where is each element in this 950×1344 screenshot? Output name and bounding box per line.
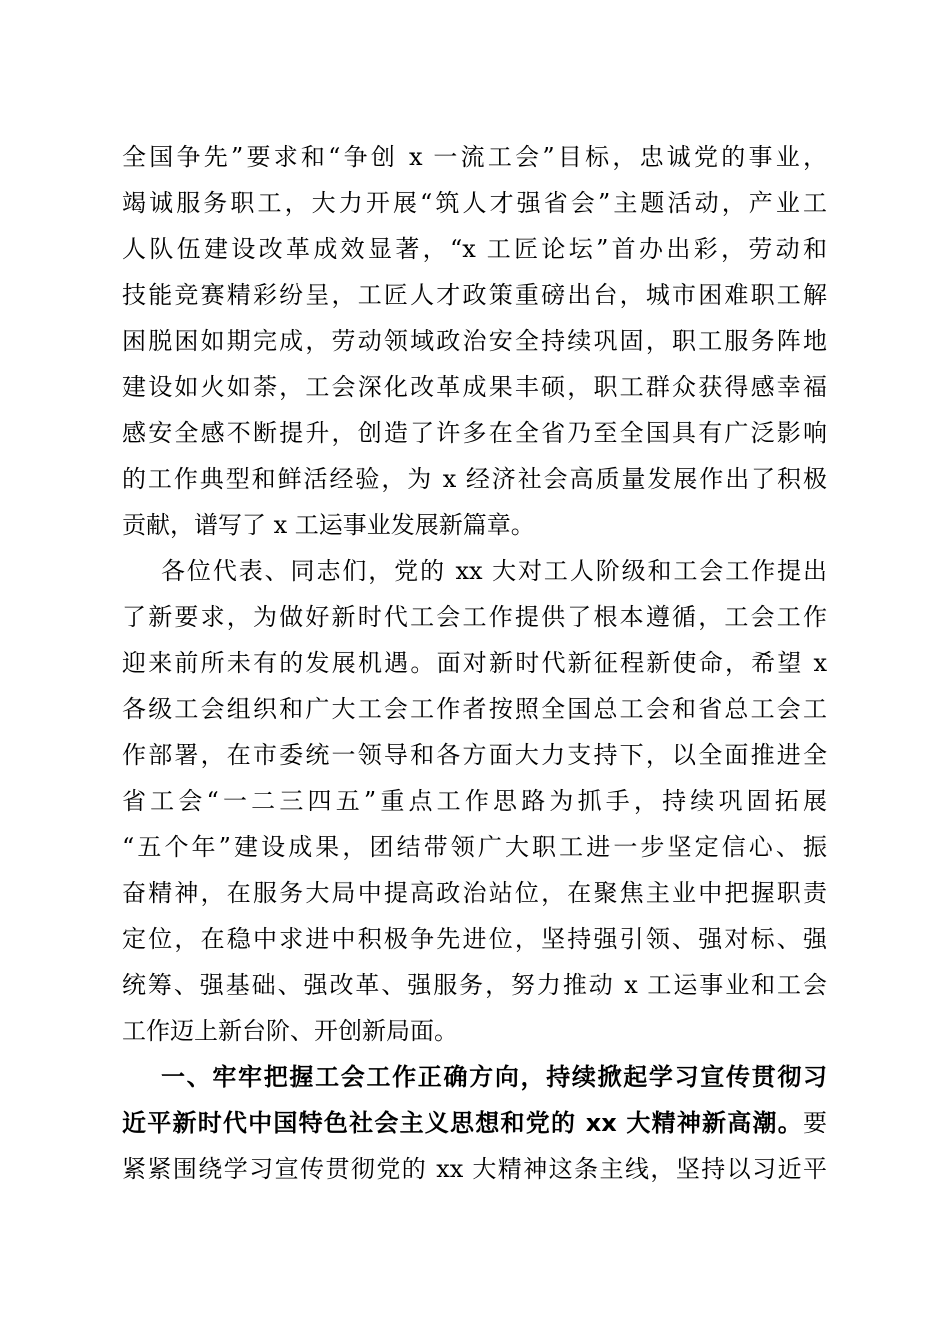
paragraph-2-line-7: “五个年”建设成果，团结带领广大职工进一步坚定信心、振 bbox=[122, 833, 827, 861]
paragraph-1-line-9: 贡献，谱写了 x 工运事业发展新篇章。 bbox=[122, 511, 535, 539]
paragraph-1-line-3: 人队伍建设改革成效显著，“x 工匠论坛”首办出彩，劳动和 bbox=[122, 235, 827, 263]
paragraph-2-line-5: 作部署，在市委统一领导和各方面大力支持下，以全面推进全 bbox=[122, 741, 827, 769]
section-body-start-text: 要 bbox=[803, 1109, 827, 1137]
paragraph-1-line-1: 全国争先”要求和“争创 x 一流工会”目标，忠诚党的事业， bbox=[122, 143, 827, 171]
paragraph-2-line-8: 奋精神，在服务大局中提高政治站位，在聚焦主业中把握职责 bbox=[122, 879, 827, 907]
paragraph-1-line-8: 的工作典型和鲜活经验，为 x 经济社会高质量发展作出了积极 bbox=[122, 465, 827, 493]
paragraph-1-line-7: 感安全感不断提升，创造了许多在全省乃至全国具有广泛影响 bbox=[122, 419, 827, 447]
paragraph-1-line-5: 困脱困如期完成，劳动领域政治安全持续巩固，职工服务阵地 bbox=[122, 327, 827, 355]
paragraph-2-line-6: 省工会“一二三四五”重点工作思路为抓手，持续巩固拓展 bbox=[122, 787, 827, 815]
paragraph-2-line-4: 各级工会组织和广大工会工作者按照全国总工会和省总工会工 bbox=[122, 695, 827, 723]
section-heading-bold-text: 近平新时代中国特色社会主义思想和党的 xx 大精神新高潮。 bbox=[122, 1109, 803, 1137]
paragraph-1-line-4: 技能竞赛精彩纷呈，工匠人才政策重磅出台，城市困难职工解 bbox=[122, 281, 827, 309]
paragraph-1-line-2: 竭诚服务职工，大力开展“筑人才强省会”主题活动，产业工 bbox=[122, 189, 827, 217]
paragraph-1-line-6: 建设如火如荼，工会深化改革成果丰硕，职工群众获得感幸福 bbox=[122, 373, 827, 401]
paragraph-3-line-3: 紧紧围绕学习宣传贯彻党的 xx 大精神这条主线，坚持以习近平 bbox=[122, 1155, 827, 1183]
section-heading-line-2 bbox=[122, 1105, 827, 1141]
paragraph-2-line-9: 定位，在稳中求进中积极争先进位，坚持强引领、强对标、强 bbox=[122, 925, 827, 953]
paragraph-2-line-10: 统筹、强基础、强改革、强服务，努力推动 x 工运事业和工会 bbox=[122, 971, 827, 999]
paragraph-2-line-2: 了新要求，为做好新时代工会工作提供了根本遵循，工会工作 bbox=[122, 603, 827, 631]
paragraph-2-line-11: 工作迈上新台阶、开创新局面。 bbox=[122, 1017, 458, 1045]
section-heading-line-1: 一、牢牢把握工会工作正确方向，持续掀起学习宣传贯彻习 bbox=[161, 1063, 827, 1091]
paragraph-2-line-3: 迎来前所未有的发展机遇。面对新时代新征程新使命，希望 x bbox=[122, 649, 827, 677]
paragraph-2-line-1: 各位代表、同志们，党的 xx 大对工人阶级和工会工作提出 bbox=[161, 557, 827, 585]
